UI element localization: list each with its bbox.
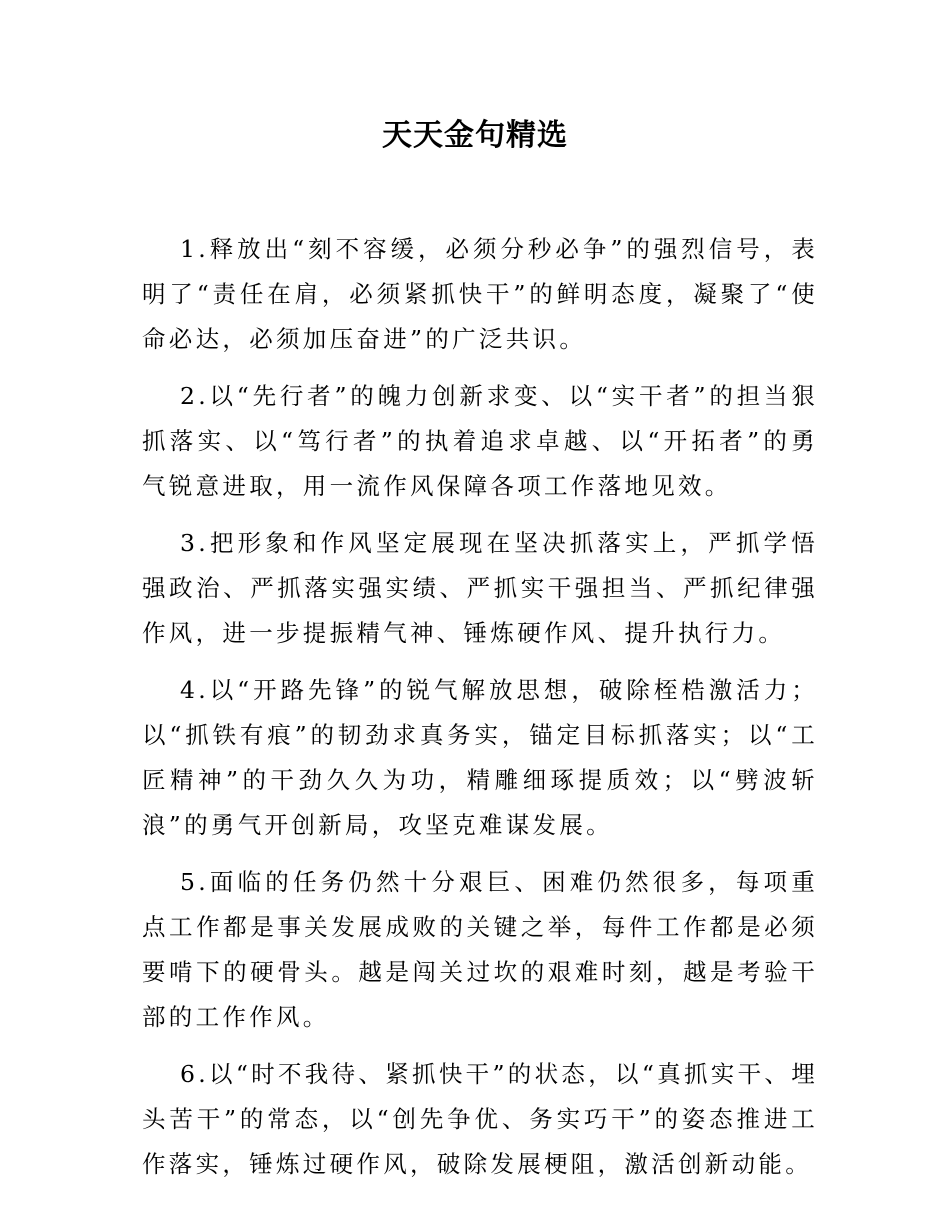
quote-item-1: 1.释放出“刻不容缓，必须分秒必争”的强烈信号，表明了“责任在肩，必须紧抓快干”的鲜明态度，凝聚了“使命必达，必须加压奋进”的广泛共识。 bbox=[142, 235, 818, 353]
quote-item-3: 3.把形象和作风坚定展现在坚决抓落实上，严抓学悟强政治、严抓落实强实绩、严抓实干强担当、严抓纪律强作风，进一步提振精气神、锤炼硬作风、提升执行力。 bbox=[142, 529, 818, 647]
quote-item-5: 5.面临的任务仍然十分艰巨、困难仍然很多，每项重点工作都是事关发展成败的关键之举，每件工作都是必须要啃下的硬骨头。越是闯关过坎的艰难时刻，越是考验干部的工作作风。 bbox=[142, 868, 818, 1031]
quote-item-4: 4.以“开路先锋”的锐气解放思想，破除桎梏激活力；以“抓铁有痕”的韧劲求真务实，锚定目标抓落实；以“工匠精神”的干劲久久为功，精雕细琢提质效；以“劈波斩浪”的勇气开创新局，攻坚克难谋发展。 bbox=[142, 676, 818, 839]
quote-item-2: 2.以“先行者”的魄力创新求变、以“实干者”的担当狠抓落实、以“笃行者”的执着追求卓越、以“开拓者”的勇气锐意进取，用一流作风保障各项工作落地见效。 bbox=[142, 382, 818, 500]
quote-list bbox=[142, 227, 818, 1199]
page-title: 天天金句精选 bbox=[382, 118, 568, 153]
quote-item-6: 6.以“时不我待、紧抓快干”的状态，以“真抓实干、埋头苦干”的常态，以“创先争优、务实巧干”的姿态推进工作落实，锤炼过硬作风，破除发展梗阻，激活创新动能。 bbox=[142, 1060, 818, 1178]
